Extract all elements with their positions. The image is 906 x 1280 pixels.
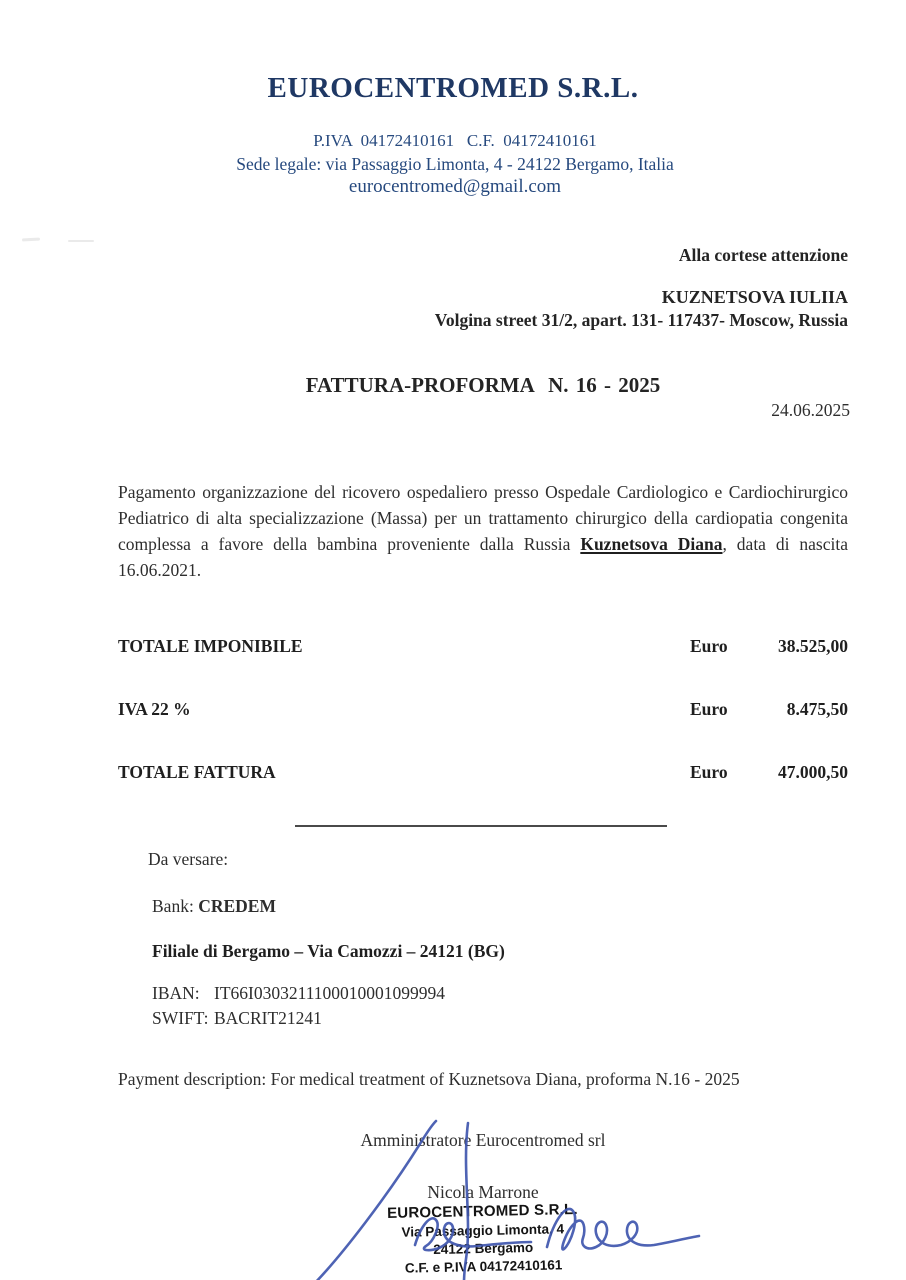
company-email: eurocentromed@gmail.com	[348, 176, 562, 197]
bank-label: Bank:	[152, 896, 199, 916]
description-text-after: , data di nascita 16.06.2021.	[118, 533, 848, 580]
signer-name: Nicola Marrone	[427, 1182, 539, 1202]
swift-value: BACRIT21241	[214, 1008, 322, 1028]
stamp-vat: C.F. e P.IVA 04172410161	[404, 1257, 563, 1276]
recipient-address: Volgina street 31/2, apart. 131- 117437- Moscow, Russia	[434, 310, 848, 330]
iva-currency: Euro	[690, 699, 728, 719]
total-fattura-currency: Euro	[690, 762, 728, 782]
administrator-line: Amministratore Eurocentromed srl	[360, 1130, 606, 1150]
company-name: EUROCENTROMED S.R.L.	[267, 72, 639, 104]
attention-label: Alla cortese attenzione	[678, 245, 848, 265]
total-fattura-label: TOTALE FATTURA	[118, 762, 276, 782]
da-versare-label: Da versare:	[148, 849, 229, 869]
stamp-city: 24122 Bergamo	[433, 1239, 534, 1258]
iva-label: IVA 22 %	[118, 699, 191, 719]
iban-label: IBAN:	[152, 983, 200, 1003]
company-vat-line: P.IVA 04172410161 C.F. 04172410161	[313, 131, 597, 150]
company-address-line: Sede legale: via Passaggio Limonta, 4 - 24122 Bergamo, Italia	[236, 154, 674, 174]
patient-name: Kuznetsova Diana	[580, 533, 723, 554]
payment-description: Payment description: For medical treatment of Kuznetsova Diana, proforma N.16 - 2025	[118, 1069, 740, 1089]
bank-name: CREDEM	[198, 896, 276, 916]
invoice-date: 24.06.2025	[771, 400, 850, 420]
invoice-title: FATTURA-PROFORMA N. 16 - 2025	[305, 373, 661, 397]
swift-line	[152, 1008, 322, 1029]
swift-label: SWIFT:	[152, 1008, 209, 1028]
total-imponibile-label: TOTALE IMPONIBILE	[118, 636, 303, 656]
handwritten-signature	[295, 1095, 715, 1280]
stamp-company-name: EUROCENTROMED S.R.L.	[386, 1201, 578, 1223]
bank-line	[152, 896, 276, 917]
scan-artifact	[68, 240, 94, 242]
bank-branch: Filiale di Bergamo – Via Camozzi – 24121 (BG)	[152, 941, 505, 961]
description-text-before: Pagamento organizzazione del ricovero ospedaliero presso Ospedale Cardiologico e Cardiochirurgico Pediatrico di alta specializzazione (Massa) per un trattamento chirurgico della cardiopatia congenita complessa a favore della bambina proveniente dalla Russia	[118, 481, 848, 554]
total-fattura-amount: 47.000,50	[778, 762, 848, 782]
recipient-name: KUZNETSOVA IULIIA	[661, 287, 848, 307]
total-imponibile-currency: Euro	[690, 636, 728, 656]
total-imponibile-amount: 38.525,00	[778, 636, 848, 656]
iban-value: IT66I0303211100010001099994	[214, 983, 446, 1003]
scan-artifact	[22, 238, 40, 242]
invoice-description	[118, 479, 848, 583]
iva-amount: 8.475,50	[786, 699, 848, 719]
separator-line	[295, 825, 667, 827]
iban-line	[152, 983, 445, 1004]
stamp-address: Via Passaggio Limonta, 4	[401, 1221, 565, 1240]
